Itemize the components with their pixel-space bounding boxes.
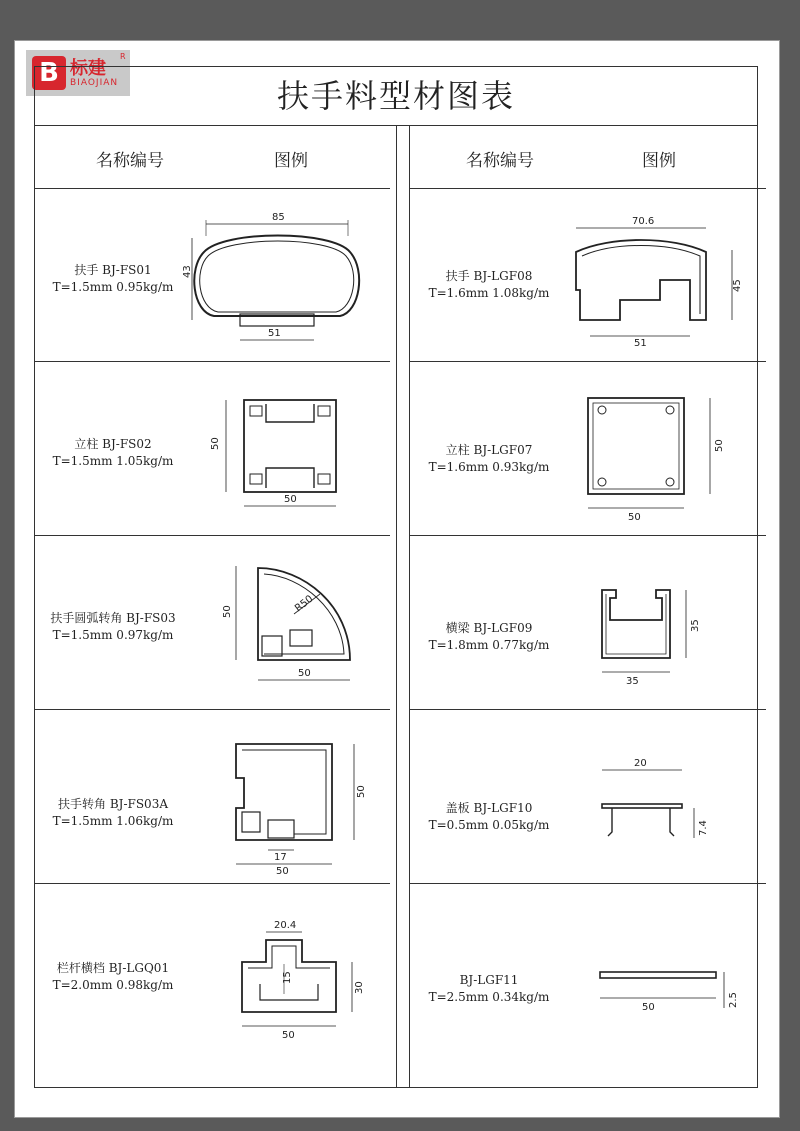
svg-text:85: 85 [272,212,285,223]
profile-label: 扶手圆弧转角 BJ-FS03 T=1.5mm 0.97kg/m [50,611,176,642]
profile-label: 立柱 BJ-FS02 T=1.5mm 1.05kg/m [52,437,174,468]
svg-text:70.6: 70.6 [632,216,655,227]
profile-drawing-lgq01 [230,914,390,1044]
svg-text:7.4: 7.4 [698,820,709,836]
profile-row [410,710,766,884]
logo-mark: B [32,56,66,90]
column-divider [396,126,410,1088]
svg-text:35: 35 [626,676,639,687]
svg-text:20.4: 20.4 [274,920,297,931]
profile-label: 扶手 BJ-LGF08 T=1.6mm 1.08kg/m [428,269,550,300]
profile-drawing-lgf10 [590,752,750,862]
profile-row [410,536,766,710]
profile-row [410,362,766,536]
name-code-header: 名称编号 [96,151,164,171]
svg-text:35: 35 [690,619,701,632]
profile-label: BJ-LGF11 T=2.5mm 0.34kg/m [428,973,550,1004]
svg-text:45: 45 [732,279,743,292]
profile-drawing-fs01 [184,208,384,348]
profile-label: 盖板 BJ-LGF10 T=0.5mm 0.05kg/m [428,801,550,832]
svg-text:50: 50 [276,866,289,877]
page-title: 扶手料型材图表 [34,66,758,126]
profile-row [34,710,390,884]
svg-text:50: 50 [642,1002,655,1013]
svg-text:50: 50 [222,605,233,618]
left-header [34,126,390,189]
svg-text:20: 20 [634,758,647,769]
name-code-header: 名称编号 [466,151,534,171]
profile-label: 扶手 BJ-FS01 T=1.5mm 0.95kg/m [52,263,174,294]
svg-text:51: 51 [268,328,281,339]
profile-label: 立柱 BJ-LGF07 T=1.6mm 0.93kg/m [428,443,550,474]
profile-row [34,362,390,536]
logo-text: 标建 [70,58,106,79]
svg-text:30: 30 [354,981,365,994]
profile-row [410,188,766,362]
svg-text:15: 15 [282,971,293,984]
svg-text:50: 50 [714,439,725,452]
logo-subtext: BIAOJIAN [70,78,119,88]
svg-text:51: 51 [634,338,647,349]
profile-row [34,884,390,1058]
profile-label: 栏杆横档 BJ-LGQ01 T=2.0mm 0.98kg/m [52,961,174,992]
registered-mark: R [120,52,126,61]
profile-drawing-fs02 [204,388,364,518]
profile-row [34,536,390,710]
svg-text:2.5: 2.5 [728,992,739,1008]
svg-text:R50: R50 [293,593,316,615]
profile-row [410,884,766,1058]
profile-drawing-lgf08 [560,210,760,350]
profile-label: 横梁 BJ-LGF09 T=1.8mm 0.77kg/m [428,621,550,652]
profile-label: 扶手转角 BJ-FS03A T=1.5mm 1.06kg/m [52,797,174,828]
profile-drawing-fs03 [214,556,384,696]
svg-text:50: 50 [298,668,311,679]
svg-text:50: 50 [210,437,221,450]
right-header [410,126,766,189]
profile-drawing-fs03a [224,730,384,880]
svg-text:50: 50 [282,1030,295,1041]
svg-text:50: 50 [356,785,367,798]
svg-text:43: 43 [182,265,193,278]
profile-row [34,188,390,362]
svg-text:50: 50 [284,494,297,505]
svg-text:50: 50 [628,512,641,523]
figure-header: 图例 [642,151,676,171]
profile-drawing-lgf09 [590,576,740,696]
profile-drawing-lgf11 [590,948,750,1028]
profile-drawing-lgf07 [576,386,746,526]
svg-text:17: 17 [274,852,287,863]
figure-header: 图例 [274,151,308,171]
